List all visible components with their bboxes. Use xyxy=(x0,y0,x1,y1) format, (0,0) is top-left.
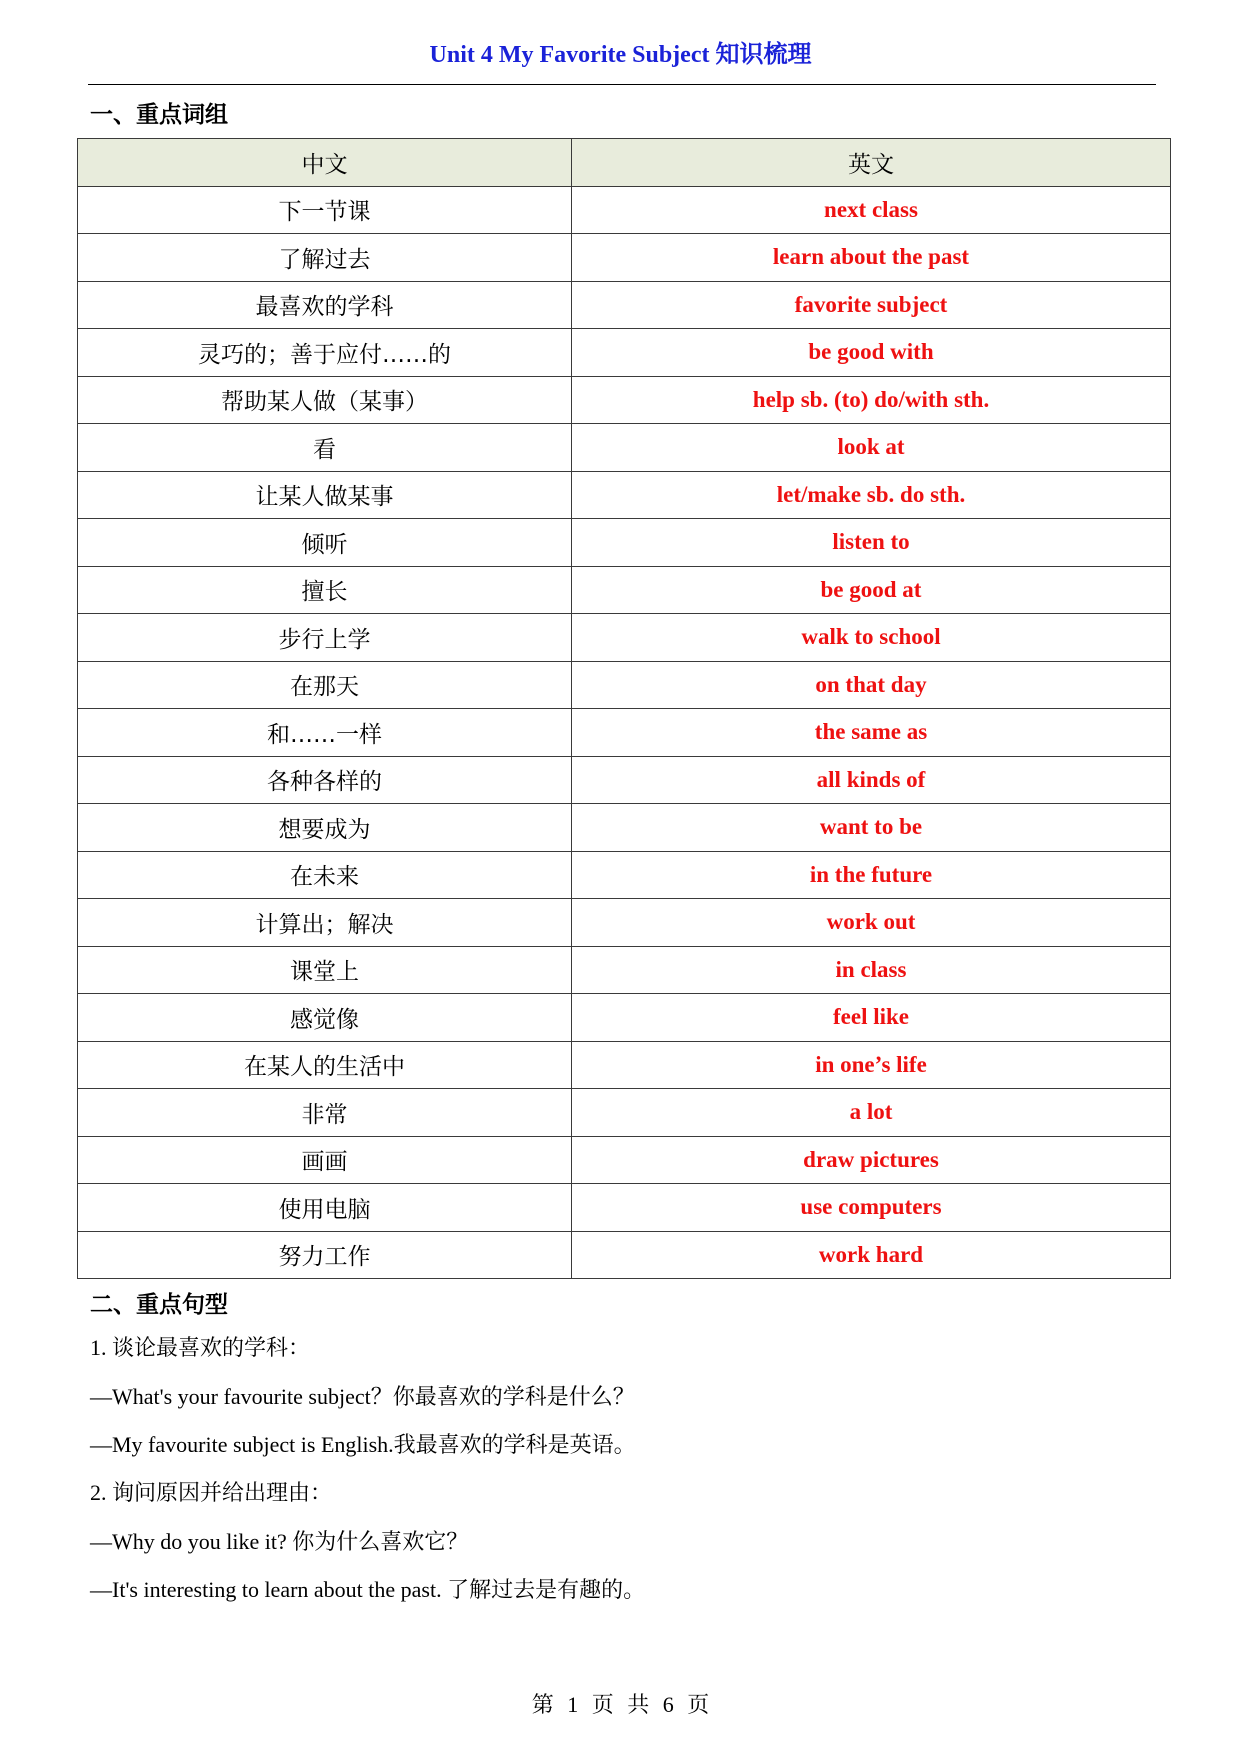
sentence-line-2: —What's your favourite subject？你最喜欢的学科是什么？ xyxy=(90,1384,635,1409)
header-divider xyxy=(88,84,1156,85)
phrase-chinese: 在未来 xyxy=(78,851,572,899)
phrase-chinese: 看 xyxy=(78,424,572,472)
table-row xyxy=(78,566,1171,614)
table-row xyxy=(78,1231,1171,1279)
phrase-chinese: 画画 xyxy=(78,1136,572,1184)
phrase-english: feel like xyxy=(572,994,1171,1042)
column-header-english: 英文 xyxy=(572,139,1171,187)
phrase-english: walk to school xyxy=(572,614,1171,662)
table-row xyxy=(78,851,1171,899)
phrase-english: the same as xyxy=(572,709,1171,757)
sentence-line-3: —My favourite subject is English.我最喜欢的学科是英语。 xyxy=(90,1432,636,1457)
table-body xyxy=(78,186,1171,1279)
table-row xyxy=(78,709,1171,757)
phrase-english: use computers xyxy=(572,1184,1171,1232)
phrase-chinese: 倾听 xyxy=(78,519,572,567)
table-row xyxy=(78,281,1171,329)
table-row xyxy=(78,946,1171,994)
page-number: 第 1 页 共 6 页 xyxy=(531,1692,710,1717)
phrase-english: let/make sb. do sth. xyxy=(572,471,1171,519)
phrase-chinese: 灵巧的；善于应付……的 xyxy=(78,329,572,377)
phrase-chinese: 擅长 xyxy=(78,566,572,614)
phrase-english: in one’s life xyxy=(572,1041,1171,1089)
phrase-chinese: 和……一样 xyxy=(78,709,572,757)
phrase-english: look at xyxy=(572,424,1171,472)
table-row xyxy=(78,1089,1171,1137)
table-row xyxy=(78,1184,1171,1232)
phrase-english: all kinds of xyxy=(572,756,1171,804)
column-header-chinese: 中文 xyxy=(78,139,572,187)
phrase-english: in the future xyxy=(572,851,1171,899)
phrase-chinese: 想要成为 xyxy=(78,804,572,852)
section-heading-sentences: 二、重点句型 xyxy=(90,1291,228,1318)
sentence-line-1: 1. 谈论最喜欢的学科： xyxy=(90,1335,311,1360)
table-row xyxy=(78,994,1171,1042)
phrase-chinese: 最喜欢的学科 xyxy=(78,281,572,329)
phrase-english: a lot xyxy=(572,1089,1171,1137)
table-header-row xyxy=(78,139,1171,187)
phrase-english: work hard xyxy=(572,1231,1171,1279)
phrase-chinese: 非常 xyxy=(78,1089,572,1137)
phrase-chinese: 使用电脑 xyxy=(78,1184,572,1232)
phrase-chinese: 计算出；解决 xyxy=(78,899,572,947)
phrase-table xyxy=(77,138,1171,1279)
phrase-english: want to be xyxy=(572,804,1171,852)
phrase-chinese: 各种各样的 xyxy=(78,756,572,804)
phrase-chinese: 努力工作 xyxy=(78,1231,572,1279)
phrase-english: on that day xyxy=(572,661,1171,709)
sentence-line-5: —Why do you like it? 你为什么喜欢它？ xyxy=(90,1529,469,1554)
phrase-english: be good at xyxy=(572,566,1171,614)
table-row xyxy=(78,234,1171,282)
phrase-chinese: 在某人的生活中 xyxy=(78,1041,572,1089)
page-title: Unit 4 My Favorite Subject 知识梳理 xyxy=(429,42,812,68)
phrase-english: next class xyxy=(572,186,1171,234)
table-row xyxy=(78,1136,1171,1184)
table-row xyxy=(78,614,1171,662)
section-heading-phrases: 一、重点词组 xyxy=(90,101,228,128)
phrase-chinese: 让某人做某事 xyxy=(78,471,572,519)
phrase-chinese: 下一节课 xyxy=(78,186,572,234)
table-row xyxy=(78,804,1171,852)
sentence-line-6: —It's interesting to learn about the past. 了解过去是有趣的。 xyxy=(90,1577,646,1602)
phrase-chinese: 步行上学 xyxy=(78,614,572,662)
phrase-english: work out xyxy=(572,899,1171,947)
phrase-english: be good with xyxy=(572,329,1171,377)
phrase-english: draw pictures xyxy=(572,1136,1171,1184)
table-row xyxy=(78,1041,1171,1089)
phrase-english: learn about the past xyxy=(572,234,1171,282)
table-row xyxy=(78,376,1171,424)
sentence-line-4: 2. 询问原因并给出理由： xyxy=(90,1480,333,1505)
table-row xyxy=(78,661,1171,709)
table-row xyxy=(78,756,1171,804)
phrase-chinese: 在那天 xyxy=(78,661,572,709)
table-row xyxy=(78,519,1171,567)
phrase-chinese: 感觉像 xyxy=(78,994,572,1042)
phrase-english: listen to xyxy=(572,519,1171,567)
phrase-english: favorite subject xyxy=(572,281,1171,329)
table-row xyxy=(78,329,1171,377)
phrase-english: in class xyxy=(572,946,1171,994)
phrase-chinese: 帮助某人做（某事） xyxy=(78,376,572,424)
table-row xyxy=(78,899,1171,947)
table-row xyxy=(78,424,1171,472)
phrase-english: help sb. (to) do/with sth. xyxy=(572,376,1171,424)
phrase-chinese: 了解过去 xyxy=(78,234,572,282)
table-row xyxy=(78,471,1171,519)
phrase-chinese: 课堂上 xyxy=(78,946,572,994)
table-row xyxy=(78,186,1171,234)
